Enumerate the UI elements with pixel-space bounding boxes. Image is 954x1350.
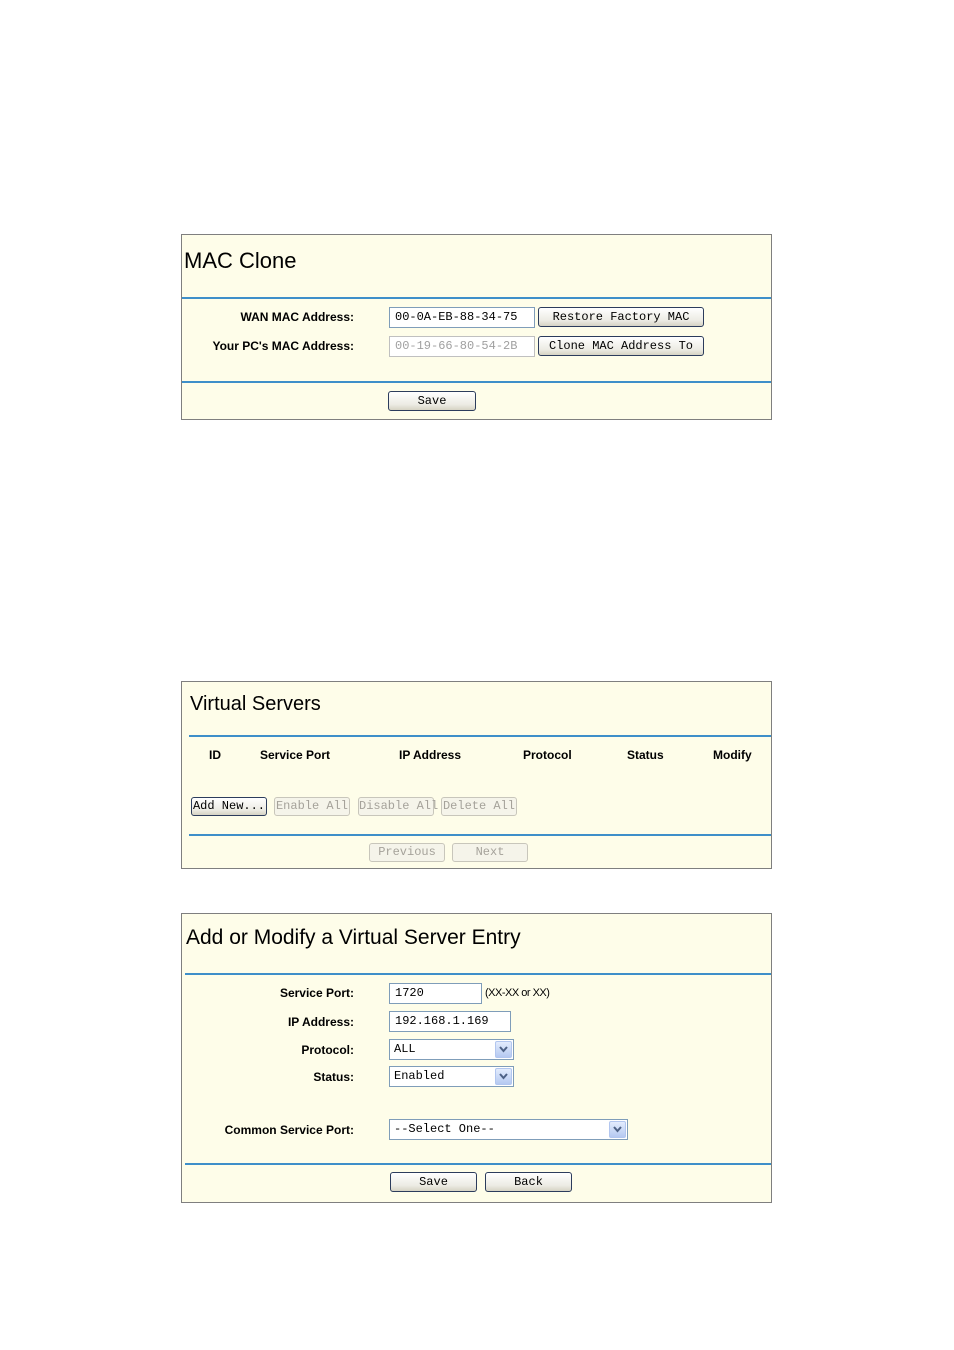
column-header-status: Status xyxy=(627,748,664,762)
wan-mac-input[interactable]: 00-0A-EB-88-34-75 xyxy=(389,307,535,328)
protocol-select[interactable] xyxy=(389,1039,514,1060)
status-label: Status: xyxy=(313,1070,354,1084)
next-button: Next xyxy=(452,843,528,862)
column-header-modify: Modify xyxy=(713,748,752,762)
divider xyxy=(185,973,771,975)
pc-mac-input: 00-19-66-80-54-2B xyxy=(389,336,535,357)
column-header-ip-address: IP Address xyxy=(399,748,462,762)
service-port-hint: (XX-XX or XX) xyxy=(485,987,550,999)
enable-all-button: Enable All xyxy=(274,797,350,816)
chevron-down-icon[interactable] xyxy=(495,1041,512,1058)
pc-mac-label: Your PC's MAC Address: xyxy=(212,339,354,353)
previous-button: Previous xyxy=(369,843,445,862)
divider xyxy=(189,834,771,836)
save-button[interactable]: Save xyxy=(388,391,476,411)
entry-form-panel xyxy=(181,913,772,1203)
virtual-servers-panel xyxy=(181,681,772,869)
protocol-label: Protocol: xyxy=(301,1043,354,1057)
status-select-value: Enabled xyxy=(394,1069,445,1083)
service-port-label: Service Port: xyxy=(279,986,354,1000)
divider xyxy=(182,381,771,383)
common-service-port-label: Common Service Port: xyxy=(224,1123,354,1137)
page-title: MAC Clone xyxy=(184,248,297,273)
divider xyxy=(185,1163,771,1165)
clone-mac-button[interactable]: Clone MAC Address To xyxy=(538,336,704,356)
ip-address-label: IP Address: xyxy=(287,1015,354,1029)
delete-all-button: Delete All xyxy=(441,797,517,816)
divider xyxy=(182,297,771,299)
add-new-button[interactable]: Add New... xyxy=(191,797,267,816)
column-header-protocol: Protocol xyxy=(523,748,572,762)
page-title: Virtual Servers xyxy=(190,693,321,715)
column-header-id: ID xyxy=(209,748,221,762)
common-service-port-select[interactable] xyxy=(389,1119,628,1140)
page-title: Add or Modify a Virtual Server Entry xyxy=(186,926,521,949)
ip-address-input[interactable]: 192.168.1.169 xyxy=(389,1011,511,1032)
back-button[interactable]: Back xyxy=(485,1172,572,1192)
common-service-port-value: --Select One-- xyxy=(394,1122,495,1136)
chevron-down-icon[interactable] xyxy=(609,1121,626,1138)
restore-factory-mac-button[interactable]: Restore Factory MAC xyxy=(538,307,704,327)
wan-mac-label: WAN MAC Address: xyxy=(240,310,354,324)
save-button[interactable]: Save xyxy=(390,1172,477,1192)
mac-clone-panel xyxy=(181,234,772,420)
chevron-down-icon[interactable] xyxy=(495,1068,512,1085)
status-select[interactable] xyxy=(389,1066,514,1087)
disable-all-button: Disable All xyxy=(358,797,434,816)
divider xyxy=(189,735,771,737)
protocol-select-value: ALL xyxy=(394,1042,416,1056)
column-header-service-port: Service Port xyxy=(260,748,331,762)
service-port-input[interactable]: 1720 xyxy=(389,983,482,1004)
